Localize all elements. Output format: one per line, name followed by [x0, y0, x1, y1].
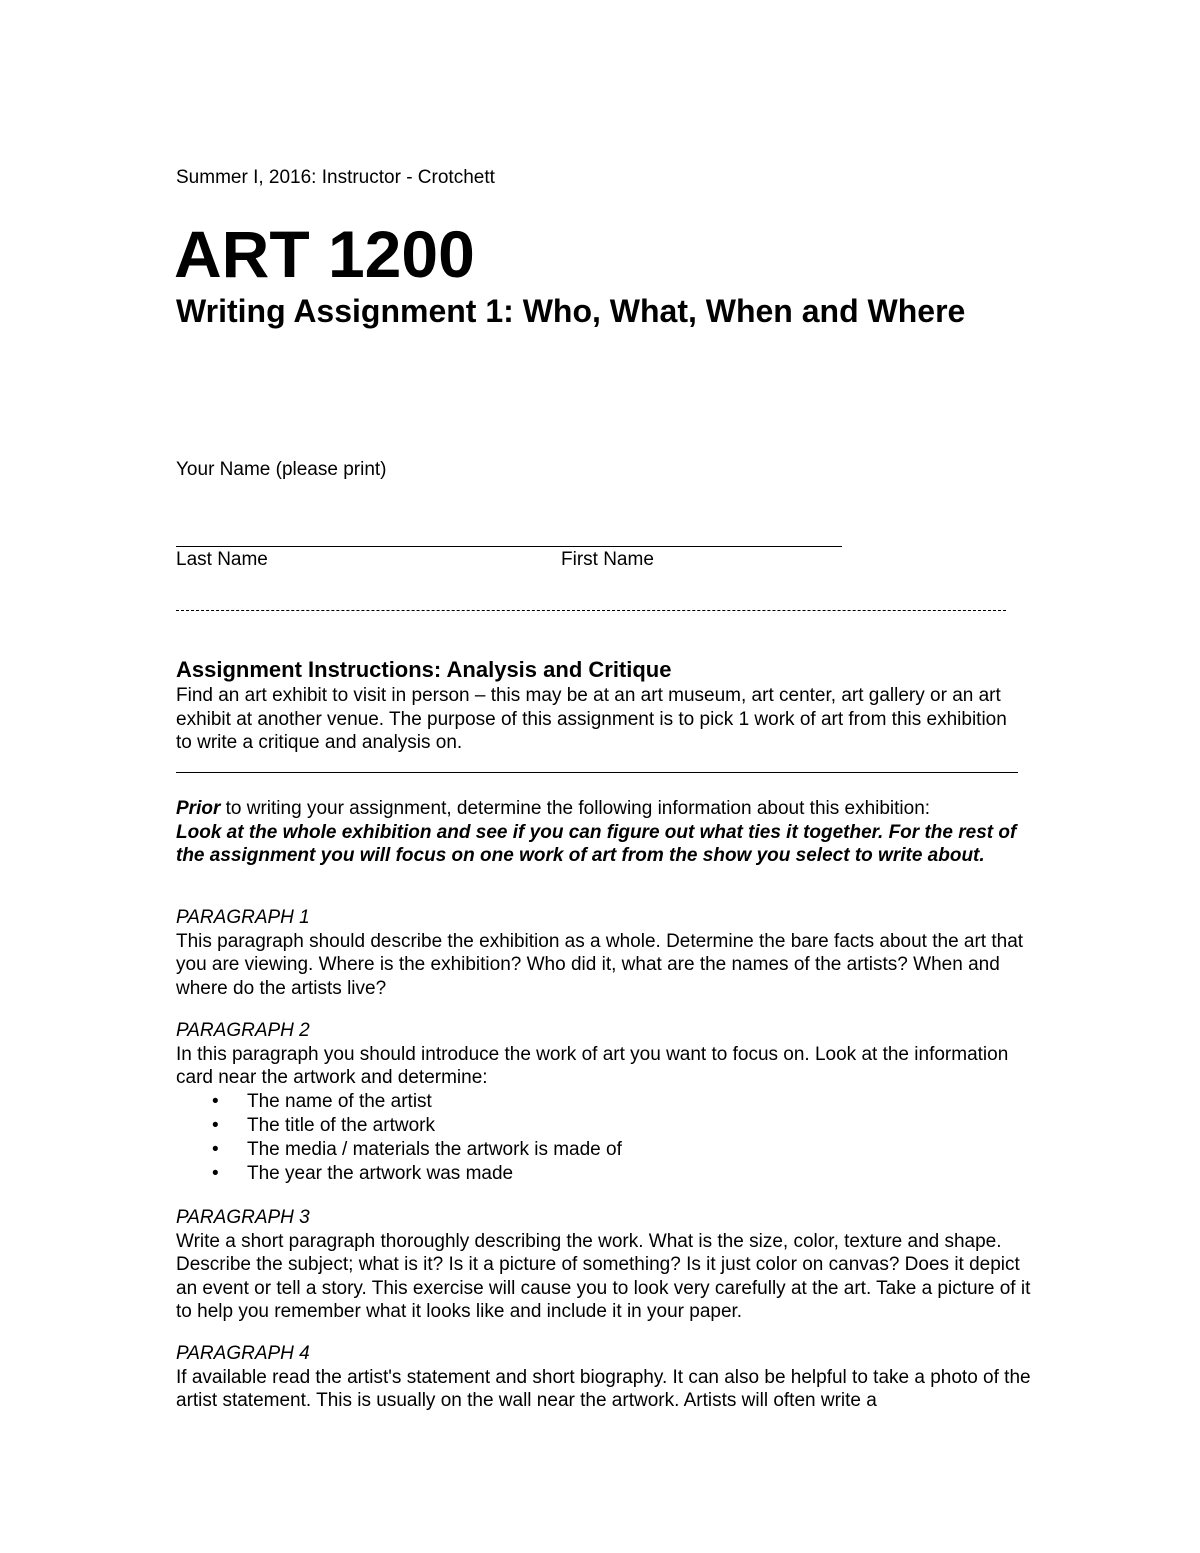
- solid-divider: [176, 772, 1018, 773]
- bullet-icon: •: [212, 1114, 219, 1136]
- paragraph-heading: PARAGRAPH 2: [176, 1020, 310, 1041]
- bullet-icon: •: [212, 1162, 219, 1184]
- list-item: • The name of the artist: [212, 1090, 432, 1112]
- name-prompt: Your Name (please print): [176, 459, 387, 480]
- paragraph-heading: PARAGRAPH 3: [176, 1207, 310, 1228]
- last-name-label: Last Name: [176, 549, 268, 570]
- paragraph-text: If available read the artist's statement and short biography. It can also be helpful to take a photo of the artist statement. This is usually on the wall near the artwork. Artists will often write a: [176, 1366, 1031, 1411]
- paragraph-text: Write a short paragraph thoroughly describing the work. What is the size, color, texture and shape. Describe the subject; what is it? Is it a picture of something? Is it just color on canvas? Does it depict an event or tell a story. This exercise will cause you to look very carefully at the art. Take a picture of it to help you remember what it looks like and include it in your paper.: [176, 1230, 1031, 1322]
- paragraph-text: This paragraph should describe the exhibition as a whole. Determine the bare facts about the art that you are viewing. Where is the exhibition? Who did it, what are the names of the artists? When and where do the artists live?: [176, 930, 1024, 999]
- course-title: ART 1200: [174, 217, 475, 291]
- paragraph-3-section: [176, 1206, 1036, 1324]
- paragraph-heading: PARAGRAPH 1: [176, 907, 310, 928]
- instructions-heading: Assignment Instructions: Analysis and Critique: [176, 657, 672, 682]
- paragraph-heading: PARAGRAPH 4: [176, 1343, 310, 1364]
- paragraph-2-section: [176, 1019, 1036, 1186]
- instructions-body: Find an art exhibit to visit in person – this may be at an art museum, art center, art gallery or an art exhibit at another venue. The purpose of this assignment is to pick 1 work of art from this exhibition to write a critique and analysis on.: [176, 685, 1007, 753]
- dashed-divider: [176, 610, 1006, 611]
- prior-emphasis: Look at the whole exhibition and see if you can figure out what ties it together. For the rest of the assignment you will focus on one work of art from the show you select to write about.: [176, 821, 1017, 866]
- paragraph-text: In this paragraph you should introduce the work of art you want to focus on. Look at the information card near the artwork and determine:: [176, 1043, 1009, 1088]
- bullet-icon: •: [212, 1090, 219, 1112]
- bullet-icon: •: [212, 1138, 219, 1160]
- course-meta-line: Summer I, 2016: Instructor - Crotchett: [176, 167, 495, 188]
- assignment-title: Writing Assignment 1: Who, What, When and Where: [176, 293, 966, 329]
- name-write-line: [176, 546, 842, 547]
- paragraph-4-section: [176, 1342, 1036, 1413]
- paragraph-1-section: [176, 906, 1036, 1000]
- prior-lead-word: Prior: [176, 798, 221, 819]
- prior-block: [176, 797, 1036, 868]
- list-item: • The media / materials the artwork is made of: [212, 1138, 622, 1160]
- list-item: • The title of the artwork: [212, 1114, 435, 1136]
- prior-sentence: [176, 797, 1036, 821]
- list-item: • The year the artwork was made: [212, 1162, 514, 1184]
- info-card-list: [176, 1090, 1036, 1186]
- first-name-label: First Name: [561, 549, 654, 570]
- prior-lead-rest: to writing your assignment, determine the following information about this exhibition:: [220, 798, 931, 819]
